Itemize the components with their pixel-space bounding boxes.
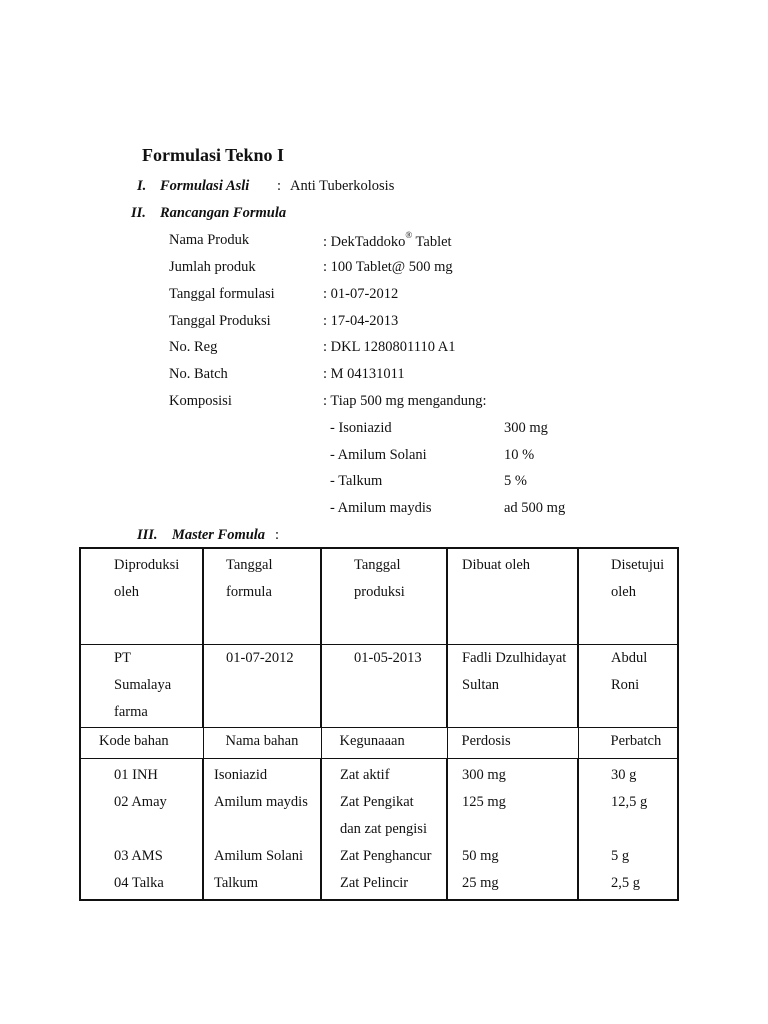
- komposisi-item-name: - Amilum Solani: [330, 447, 427, 463]
- section-2-number: II.: [131, 205, 146, 221]
- komposisi-item-name: - Talkum: [330, 473, 383, 489]
- field-label-nama-produk: Nama Produk: [169, 232, 250, 248]
- table-cell: 04 Talka: [114, 875, 164, 891]
- table-cell: [114, 816, 202, 843]
- komposisi-item-amount: 300 mg: [504, 420, 548, 436]
- table-cell: 25 mg: [462, 875, 499, 891]
- bahan-body: [80, 759, 678, 901]
- section-3-number: III.: [137, 527, 158, 543]
- header-tanggal-formula: Tanggal formula: [203, 548, 321, 645]
- column-kegunaan: [321, 759, 447, 901]
- header-tanggal-produksi: Tanggal produksi: [321, 548, 447, 645]
- table-cell: 02 Amay: [114, 794, 167, 810]
- info-producer: PT Sumalaya farma: [80, 645, 203, 728]
- header-perdosis: Perdosis: [447, 728, 578, 759]
- field-value-jumlah-produk: : 100 Tablet@ 500 mg: [323, 259, 453, 275]
- info-disetujui-oleh: Abdul Roni: [578, 645, 678, 728]
- column-perbatch: [578, 759, 678, 901]
- header-kode-bahan: Kode bahan: [80, 728, 203, 759]
- field-label-no-batch: No. Batch: [169, 366, 228, 382]
- table-cell: Amilum maydis: [214, 794, 308, 810]
- column-perdosis: [447, 759, 578, 901]
- table-cell: Zat Pengikat: [340, 794, 414, 810]
- field-value-no-reg: : DKL 1280801110 A1: [323, 339, 456, 355]
- section-2-title: Rancangan Formula: [160, 205, 287, 221]
- field-label-tanggal-produksi: Tanggal Produksi: [169, 313, 271, 329]
- column-kode-bahan: [80, 759, 203, 901]
- table-cell: Talkum: [214, 875, 259, 891]
- table-cell: [462, 816, 577, 843]
- column-nama-bahan: [203, 759, 321, 901]
- table-cell: [611, 816, 677, 843]
- table-cell: Zat Pelincir: [340, 875, 409, 891]
- komposisi-item-amount: 5 %: [504, 473, 527, 489]
- komposisi-item-name: - Isoniazid: [330, 420, 392, 436]
- table-header-row: [80, 548, 678, 645]
- table-cell: [214, 816, 320, 843]
- section-3-title: Master Fomula: [172, 527, 266, 543]
- header-disetujui-oleh: Disetujui oleh: [578, 548, 678, 645]
- section-3-colon: :: [275, 527, 280, 543]
- section-1-number: I.: [137, 178, 147, 194]
- info-tanggal-produksi: 01-05-2013: [321, 645, 447, 728]
- table-info-row: [80, 645, 678, 728]
- header-dibuat-oleh: Dibuat oleh: [447, 548, 578, 645]
- field-value-tanggal-produksi: : 17-04-2013: [323, 313, 399, 329]
- section-1-title: Formulasi Asli: [160, 178, 250, 194]
- table-cell: Amilum Solani: [214, 848, 304, 864]
- header-perbatch: Perbatch: [578, 728, 678, 759]
- table-cell: Isoniazid: [214, 767, 268, 783]
- field-label-no-reg: No. Reg: [169, 339, 218, 355]
- field-label-jumlah-produk: Jumlah produk: [169, 259, 256, 275]
- bahan-header-row: [80, 728, 678, 759]
- field-label-tanggal-formulasi: Tanggal formulasi: [169, 286, 275, 302]
- komposisi-item-amount: ad 500 mg: [504, 500, 566, 516]
- table-cell: 300 mg: [462, 767, 506, 783]
- field-label-komposisi: Komposisi: [169, 393, 232, 409]
- table-cell: 125 mg: [462, 794, 506, 810]
- registered-mark: ®: [405, 230, 413, 240]
- table-cell: 5 g: [611, 848, 630, 864]
- field-value-nama-produk: : DekTaddoko® Tablet: [323, 230, 452, 250]
- master-formula-table: [79, 547, 679, 901]
- table-cell: dan zat pengisi: [340, 821, 427, 837]
- field-value-no-batch: : M 04131011: [323, 366, 405, 382]
- table-cell: Zat Penghancur: [340, 848, 432, 864]
- field-value-komposisi: : Tiap 500 mg mengandung:: [323, 393, 487, 409]
- section-1-value: Anti Tuberkolosis: [290, 178, 395, 194]
- header-diproduksi-oleh: Diproduksi oleh: [80, 548, 203, 645]
- info-dibuat-oleh: Fadli Dzulhidayat Sultan: [447, 645, 578, 728]
- table-cell: 30 g: [611, 767, 637, 783]
- komposisi-item-amount: 10 %: [504, 447, 535, 463]
- komposisi-item-name: - Amilum maydis: [330, 500, 432, 516]
- info-tanggal-formula: 01-07-2012: [203, 645, 321, 728]
- table-cell: Zat aktif: [340, 767, 390, 783]
- page-title: Formulasi Tekno I: [142, 145, 285, 165]
- table-cell: 2,5 g: [611, 875, 640, 891]
- table-cell: 12,5 g: [611, 794, 648, 810]
- table-cell: 01 INH: [114, 767, 158, 783]
- field-value-tanggal-formulasi: : 01-07-2012: [323, 286, 399, 302]
- header-nama-bahan: Nama bahan: [203, 728, 321, 759]
- header-kegunaan: Kegunaaan: [321, 728, 447, 759]
- section-1-colon: :: [277, 178, 282, 194]
- table-cell: 03 AMS: [114, 848, 163, 864]
- table-cell: 50 mg: [462, 848, 499, 864]
